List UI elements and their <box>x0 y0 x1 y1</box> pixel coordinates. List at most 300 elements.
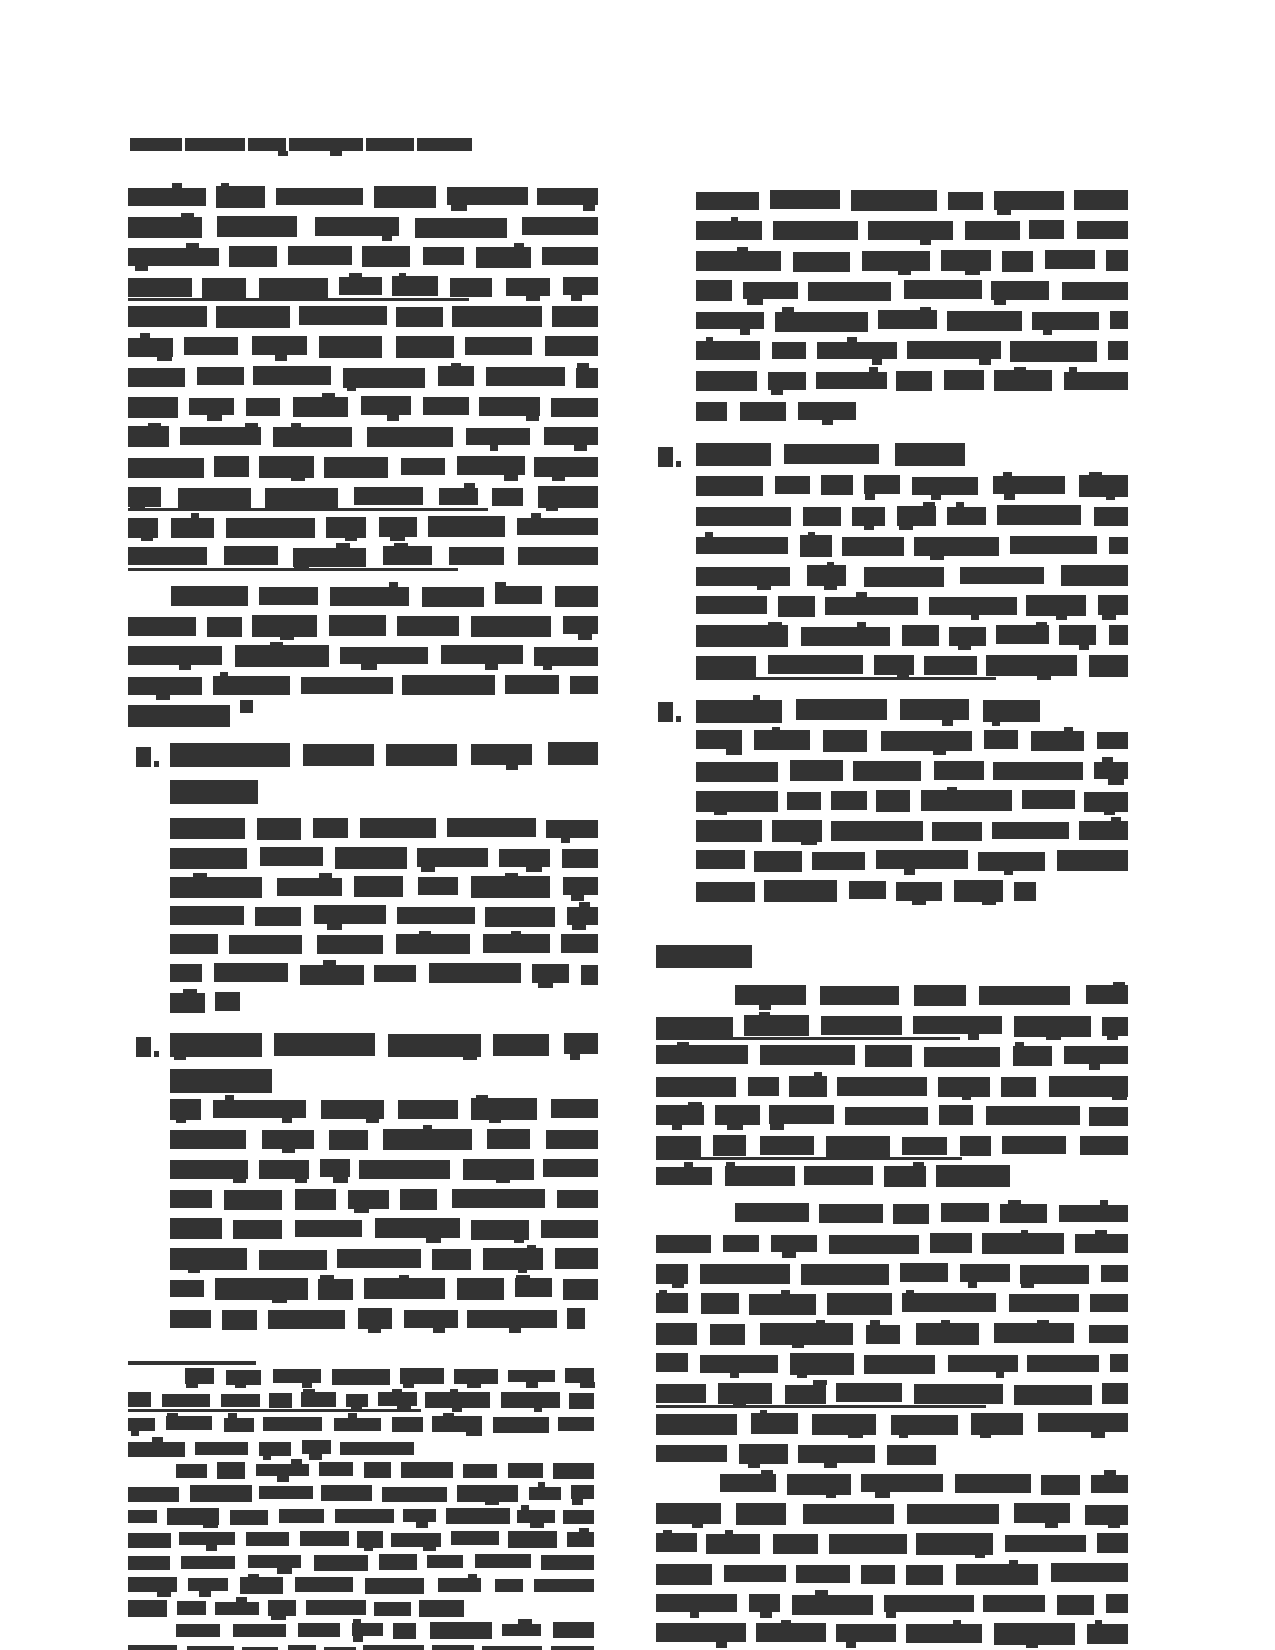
redacted-word <box>1032 312 1099 330</box>
redacted-word <box>170 1069 272 1093</box>
descender <box>982 899 996 905</box>
redacted-word <box>170 848 247 869</box>
redacted-word <box>483 1248 543 1270</box>
redacted-word <box>374 1602 411 1616</box>
redacted-word <box>960 567 1044 584</box>
footnote-3 <box>128 1622 594 1650</box>
redacted-line <box>735 1203 1128 1230</box>
redacted-word <box>1109 625 1128 645</box>
redacted-word <box>441 645 524 664</box>
redacted-word <box>301 677 393 694</box>
redacted-word <box>941 250 991 271</box>
redacted-word <box>565 1368 594 1383</box>
redacted-word <box>170 934 218 954</box>
redacted-word <box>534 1579 594 1592</box>
redacted-line <box>170 818 598 845</box>
redacted-word <box>971 1413 1024 1435</box>
redacted-word <box>656 1503 721 1524</box>
redacted-word <box>170 993 205 1013</box>
ascender <box>322 393 335 398</box>
header-segment <box>185 138 245 151</box>
descender <box>583 205 595 211</box>
redacted-word <box>1062 282 1128 300</box>
descender <box>561 837 571 843</box>
redacted-word <box>787 1474 851 1495</box>
redacted-word <box>318 1279 354 1300</box>
redacted-line <box>128 1508 594 1530</box>
redacted-word <box>979 986 1070 1005</box>
redacted-word <box>439 488 479 505</box>
redacted-word <box>1038 1413 1128 1432</box>
right-continuation-paragraph <box>696 190 1128 429</box>
descender <box>302 1382 313 1388</box>
redacted-word <box>735 985 806 1005</box>
descender <box>203 1522 218 1528</box>
redacted-word <box>696 312 764 329</box>
redacted-word <box>429 963 521 983</box>
redacted-word <box>1002 251 1033 272</box>
redacted-word <box>202 278 246 298</box>
descender <box>186 1382 198 1388</box>
redacted-word <box>558 1417 594 1431</box>
redacted-word <box>787 792 820 810</box>
redacted-word <box>457 456 525 475</box>
redacted-word <box>656 1323 697 1345</box>
redacted-word <box>851 190 936 211</box>
ascender <box>659 1290 667 1295</box>
ascender <box>808 532 816 537</box>
redacted-word <box>329 615 386 636</box>
redacted-word <box>1051 1563 1128 1582</box>
redacted-word <box>553 1622 595 1638</box>
redacted-word <box>934 761 984 780</box>
descender <box>157 1591 171 1597</box>
redacted-word <box>656 1623 746 1642</box>
redacted-word <box>907 341 1001 359</box>
redacted-word <box>128 487 161 507</box>
ascender <box>303 1389 315 1394</box>
list-marker-period <box>676 461 681 467</box>
descender <box>824 1462 838 1468</box>
ascender <box>677 1042 689 1047</box>
redacted-word <box>213 676 290 695</box>
descender <box>899 1432 908 1438</box>
list-marker-period <box>676 716 681 722</box>
redacted-word <box>320 1159 351 1177</box>
item-a-heading <box>170 742 598 811</box>
redacted-word <box>522 217 598 235</box>
redacted-line <box>696 220 1128 247</box>
header-descender <box>278 151 288 156</box>
redacted-word <box>463 1464 498 1478</box>
redacted-word <box>801 1264 890 1285</box>
redacted-word <box>224 1190 283 1210</box>
redacted-word <box>696 443 771 466</box>
redacted-word <box>1013 1046 1052 1066</box>
redacted-word <box>1001 1077 1036 1097</box>
redacted-word <box>656 1353 688 1372</box>
redacted-word <box>823 730 868 752</box>
redacted-word <box>170 877 262 898</box>
ascender <box>527 1245 536 1250</box>
ascender <box>172 183 182 188</box>
ascender <box>236 1597 247 1602</box>
ascender <box>688 1102 702 1107</box>
redacted-line <box>171 585 598 612</box>
redacted-word <box>569 1393 594 1409</box>
ascender <box>531 513 541 518</box>
redacted-word <box>994 370 1052 391</box>
descender <box>1107 1034 1118 1040</box>
redacted-word <box>222 1310 257 1330</box>
item-c-marker <box>658 447 683 467</box>
descender <box>504 475 518 481</box>
redacted-word <box>1014 1503 1070 1523</box>
redacted-word <box>1014 882 1036 901</box>
redacted-word <box>197 367 244 385</box>
redacted-word <box>170 818 245 839</box>
redacted-word <box>466 428 529 445</box>
redacted-word <box>401 458 445 475</box>
redacted-word <box>505 675 560 694</box>
redacted-word <box>656 1077 736 1097</box>
redacted-line <box>170 876 598 903</box>
redacted-word <box>257 818 301 840</box>
redacted-word <box>128 1577 177 1592</box>
footnote-2 <box>128 1462 594 1624</box>
redacted-line <box>696 625 1128 652</box>
ascender <box>394 543 407 548</box>
redacted-line <box>176 1462 594 1484</box>
redacted-word <box>792 1595 873 1615</box>
redacted-word <box>948 1355 1018 1372</box>
redacted-word <box>749 1294 816 1315</box>
redacted-line <box>170 1098 598 1125</box>
header-segment <box>289 138 363 151</box>
redacted-word <box>960 1264 1010 1282</box>
redacted-word <box>1110 311 1128 329</box>
descender <box>747 299 763 305</box>
redacted-word <box>836 1383 902 1402</box>
redacted-word <box>723 1235 759 1252</box>
redacted-word <box>300 1531 349 1546</box>
ascender <box>941 1320 950 1325</box>
descender <box>1108 779 1124 785</box>
redacted-word <box>829 1235 919 1254</box>
redacted-word <box>216 306 290 328</box>
redacted-word <box>1029 220 1064 239</box>
redacted-word <box>930 1233 972 1253</box>
redacted-word <box>235 645 329 667</box>
redacted-word <box>354 487 424 505</box>
descender <box>848 1432 863 1438</box>
redacted-word <box>432 1249 471 1270</box>
redacted-word <box>364 1462 392 1478</box>
ascender <box>1111 817 1120 822</box>
redacted-word <box>768 655 863 674</box>
redacted-word <box>696 251 781 271</box>
redacted-word <box>128 397 178 418</box>
redacted-word <box>240 1577 283 1594</box>
redacted-word <box>567 1308 585 1329</box>
redacted-word <box>576 368 598 388</box>
redacted-line <box>656 1593 1128 1620</box>
redacted-word <box>561 934 598 953</box>
descender <box>1026 1642 1038 1648</box>
ascender <box>186 243 199 248</box>
redacted-word <box>379 1554 417 1570</box>
redacted-line <box>170 742 598 772</box>
redacted-word <box>548 742 598 765</box>
redacted-word <box>555 586 598 607</box>
redacted-line <box>128 1416 594 1438</box>
descender <box>886 1612 896 1618</box>
descender <box>931 494 941 500</box>
descender <box>157 355 172 361</box>
ascender <box>349 273 362 278</box>
redacted-word <box>382 1487 447 1502</box>
running-header <box>130 138 472 157</box>
redacted-line <box>656 1165 1010 1192</box>
ascender <box>538 1482 546 1487</box>
redacted-word <box>735 1203 809 1222</box>
redacted-line <box>656 1015 1128 1042</box>
redacted-word <box>778 596 815 617</box>
redacted-word <box>656 1017 733 1037</box>
redacted-line <box>696 400 856 427</box>
ascender <box>291 423 301 428</box>
redacted-line <box>696 595 1128 622</box>
redacted-word <box>288 246 353 265</box>
redacted-line <box>128 456 598 483</box>
redacted-word <box>656 1564 712 1585</box>
descender <box>489 1117 500 1123</box>
redacted-word <box>541 1555 594 1570</box>
redacted-word <box>944 370 984 390</box>
ascender <box>847 337 857 342</box>
descender <box>571 295 582 301</box>
descender <box>433 1327 445 1333</box>
redacted-word <box>1085 1505 1128 1525</box>
redacted-word <box>557 1190 598 1208</box>
ascender <box>684 1162 693 1167</box>
redacted-word <box>546 1130 598 1149</box>
redacted-word <box>947 507 986 525</box>
redacted-word <box>997 505 1081 525</box>
redacted-word <box>259 587 319 605</box>
redacted-word <box>812 1414 876 1435</box>
redacted-word <box>756 1623 826 1642</box>
redacted-line <box>656 1563 1128 1590</box>
redacted-word <box>994 1323 1075 1343</box>
redacted-word <box>986 1106 1080 1125</box>
redacted-word <box>551 1099 598 1118</box>
descender <box>526 295 540 301</box>
redacted-word <box>803 507 841 526</box>
redacted-word <box>842 537 905 556</box>
descender <box>992 720 1000 726</box>
redacted-word <box>789 1076 827 1097</box>
redacted-word <box>1031 731 1085 751</box>
redacted-word <box>329 1130 368 1150</box>
redacted-word <box>276 188 363 205</box>
redacted-line <box>735 985 1128 1012</box>
redacted-word <box>812 852 865 870</box>
redacted-word <box>1057 1595 1094 1615</box>
ascender <box>1095 1230 1108 1235</box>
descender <box>271 1614 286 1620</box>
redacted-word <box>744 1015 810 1036</box>
redacted-word <box>771 1235 817 1252</box>
redacted-word <box>401 1462 454 1478</box>
redacted-word <box>171 586 248 606</box>
redacted-word <box>876 790 910 812</box>
descender <box>1102 614 1117 620</box>
redacted-line <box>696 505 1128 532</box>
redacted-line <box>128 1577 594 1599</box>
redacted-word <box>493 1417 550 1433</box>
ascender <box>476 1095 488 1100</box>
descender <box>1037 674 1052 680</box>
descender <box>968 1034 979 1040</box>
redacted-word <box>700 1264 790 1284</box>
redacted-word <box>1022 790 1074 809</box>
ascender <box>1069 367 1077 372</box>
ascender <box>348 1413 357 1418</box>
redacted-word <box>397 907 475 924</box>
redacted-line <box>128 615 598 642</box>
descender <box>994 299 1006 305</box>
descender <box>530 1522 544 1528</box>
redacted-word <box>128 1533 171 1548</box>
ascender <box>1113 982 1124 987</box>
descender <box>792 1342 803 1348</box>
redacted-word <box>334 1418 381 1431</box>
redacted-word <box>471 744 531 765</box>
descender <box>452 1406 462 1412</box>
redacted-word <box>542 247 598 265</box>
ascender <box>869 367 879 372</box>
descender <box>899 524 913 530</box>
descender <box>904 869 916 875</box>
descender <box>282 1147 295 1153</box>
redacted-word <box>216 186 265 208</box>
descender <box>534 1406 543 1412</box>
redacted-word <box>253 366 332 385</box>
redacted-word <box>447 187 528 205</box>
redacted-word <box>224 1418 254 1432</box>
footnote-1 <box>128 1368 594 1464</box>
descender <box>235 1382 246 1388</box>
redacted-word <box>277 878 342 896</box>
redacted-word <box>419 1600 464 1617</box>
redacted-word <box>1102 1383 1128 1404</box>
ascender <box>221 183 229 188</box>
redacted-word <box>495 586 542 604</box>
redacted-word <box>215 1278 309 1300</box>
redacted-word <box>534 457 598 477</box>
redacted-line <box>656 1045 1128 1072</box>
redacted-line <box>128 1440 414 1462</box>
redacted-word <box>128 1645 177 1650</box>
redacted-word <box>826 1136 890 1157</box>
redacted-line <box>696 190 1128 217</box>
redacted-word <box>748 1077 779 1096</box>
descender <box>174 1054 186 1060</box>
ascender <box>336 543 350 548</box>
redacted-word <box>1005 1535 1086 1552</box>
redacted-word <box>128 278 192 297</box>
redacted-word <box>1075 1234 1128 1253</box>
ascender <box>1003 472 1012 477</box>
redacted-word <box>696 730 742 749</box>
redacted-word <box>314 905 386 924</box>
redacted-word <box>544 427 598 445</box>
descender <box>757 584 771 590</box>
redacted-word <box>796 1565 850 1583</box>
redacted-word <box>396 307 443 327</box>
redacted-word <box>571 1485 595 1499</box>
descender <box>898 269 911 275</box>
descender <box>760 1612 772 1618</box>
redacted-word <box>508 1463 543 1478</box>
ascender <box>392 1389 402 1394</box>
redacted-line <box>656 1075 1128 1102</box>
ascender <box>451 363 461 368</box>
redacted-word <box>696 820 762 842</box>
descender <box>176 1117 186 1123</box>
redacted-word <box>749 1594 780 1612</box>
redacted-word <box>993 476 1066 494</box>
redacted-word <box>306 1600 366 1615</box>
redacted-word <box>170 1218 222 1239</box>
redacted-word <box>274 1033 375 1056</box>
redacted-word <box>177 1601 206 1615</box>
redacted-word <box>1077 221 1128 239</box>
ascender <box>737 247 748 252</box>
redacted-word <box>768 372 806 390</box>
redacted-line <box>170 934 598 961</box>
redacted-word <box>386 744 457 766</box>
ascender <box>225 1095 234 1100</box>
redacted-line <box>170 1188 598 1215</box>
redacted-word <box>314 1555 368 1571</box>
redacted-word <box>754 851 802 872</box>
redacted-word <box>696 507 791 526</box>
redacted-line <box>128 705 230 732</box>
redacted-word <box>884 1166 926 1187</box>
descender <box>345 535 357 541</box>
ascender <box>148 423 161 428</box>
redacted-word <box>656 1293 688 1313</box>
descender <box>233 1177 246 1183</box>
ascender <box>781 1620 790 1625</box>
redacted-word <box>696 762 778 782</box>
redacted-word <box>128 368 185 387</box>
redacted-line <box>128 216 598 243</box>
ascender <box>1015 1042 1024 1047</box>
redacted-line <box>696 655 1128 682</box>
redacted-word <box>713 1135 746 1156</box>
redacted-word <box>1106 1594 1128 1613</box>
redacted-word <box>506 278 551 296</box>
ascender <box>1089 472 1102 477</box>
redacted-word <box>499 849 550 867</box>
redacted-word <box>255 907 302 926</box>
descender <box>930 554 943 560</box>
ascender <box>827 562 834 567</box>
redacted-word <box>1061 565 1128 586</box>
